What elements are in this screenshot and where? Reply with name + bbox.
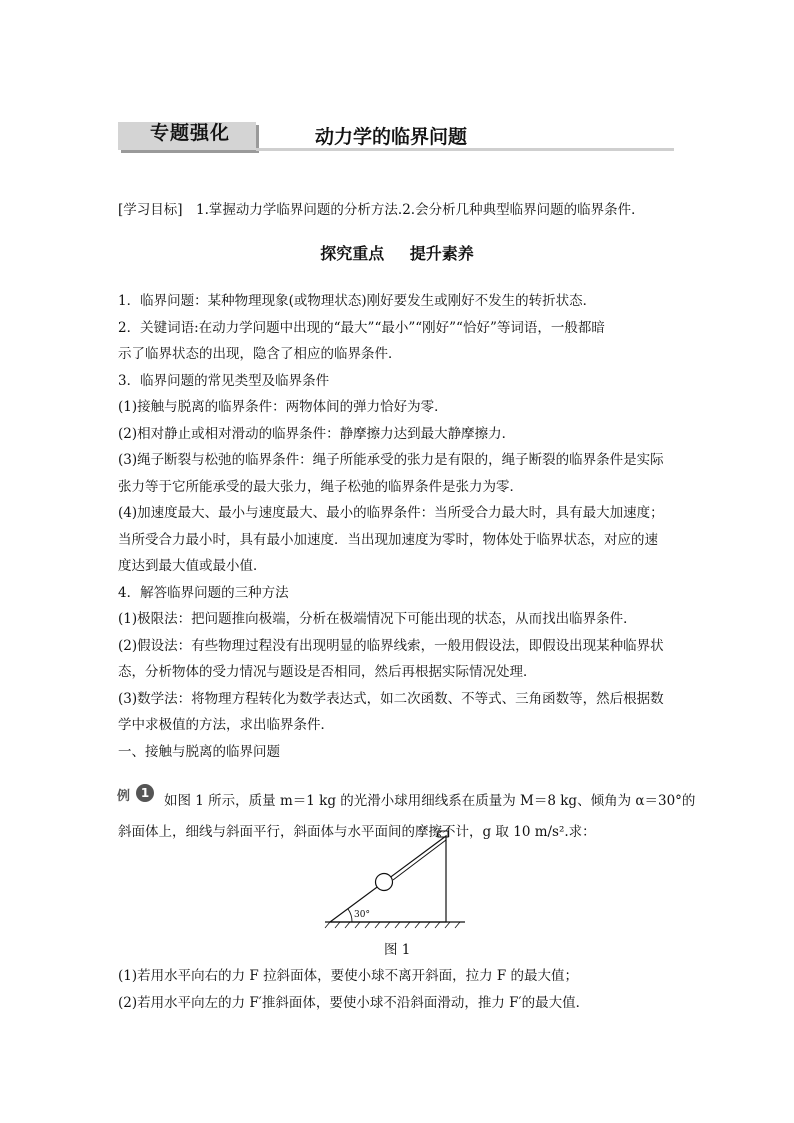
text-line: 张力等于它所能承受的最大张力，绳子松弛的临界条件是张力为零． (118, 478, 523, 495)
text-line: 度达到最大值或最小值． (118, 558, 267, 574)
text-line: 学中求极值的方法，求出临界条件． (118, 717, 334, 733)
page-title: 动力学的临界问题 (315, 126, 468, 148)
section-title-part2: 提升素养 (409, 244, 474, 263)
text-line: 1．临界问题：某种物理现象(或物理状态)刚好要发生或刚好不发生的转折状态． (118, 293, 597, 309)
text-line: (4)加速度最大、最小与速度最大、最小的临界条件：当所受合力最大时，具有最大加速度； (118, 505, 664, 521)
text-line: 当所受合力最小时，具有最小加速度．当出现加速度为零时，物体处于临界状态，对应的速 (118, 531, 658, 548)
text-line: 一、接触与脱离的临界问题 (118, 743, 280, 760)
text-line: (1)接触与脱离的临界条件：两物体间的弹力恰好为零． (118, 399, 448, 415)
angle-label: 30° (354, 910, 370, 920)
text-line: 4．解答临界问题的三种方法 (118, 584, 289, 601)
learning-objectives: [学习目标] 1.掌握动力学临界问题的分析方法.2.会分析几种典型临界问题的临界条件． (118, 202, 645, 218)
ball (376, 874, 393, 891)
example-number-badge: 1 (136, 784, 154, 802)
text-line: (2)相对静止或相对滑动的临界条件：静摩擦力达到最大静摩擦力． (118, 425, 516, 442)
text-line: (1)极限法：把问题推向极端，分析在极端情况下可能出现的状态，从而找出临界条件． (118, 611, 637, 627)
example-label: 例 (117, 789, 131, 804)
text-line: 示了临界状态的出现，隐含了相应的临界条件． (118, 346, 402, 362)
body-text (118, 288, 676, 765)
question-1: (1)若用水平向右的力 F 拉斜面体，要使小球不离开斜面，拉力 F 的最大值； (118, 968, 579, 984)
header-tag: 专题强化 (150, 122, 231, 144)
section-title-part1: 探究重点 (320, 244, 385, 263)
text-line: (3)绳子断裂与松弛的临界条件：绳子所能承受的张力是有限的，绳子断裂的临界条件是实际 (118, 452, 664, 468)
example-line-2: 斜面体上，细线与斜面平行，斜面体与水平面间的摩擦不计，g 取 10 m/s².求： (118, 824, 596, 840)
incline-figure (320, 818, 470, 934)
question-2: (2)若用水平向左的力 F′推斜面体，要使小球不沿斜面滑动，推力 F′的最大值． (118, 995, 590, 1011)
rope-line (393, 840, 446, 880)
text-line: 3．临界问题的常见类型及临界条件 (118, 372, 330, 389)
ground-hatch (325, 922, 460, 928)
example-line-1: 如图 1 所示，质量 m＝1 kg 的光滑小球用细线系在质量为 M＝8 kg、倾角为 α＝30°的 (164, 793, 696, 809)
header-divider (256, 148, 674, 151)
text-line: (3)数学法：将物理方程转化为数学表达式，如二次函数、不等式、三角函数等，然后根据数 (118, 690, 664, 707)
text-line: 态，分析物体的受力情况与题设是否相同，然后再根据实际情况处理． (118, 664, 537, 680)
figure-caption: 图 1 (384, 942, 411, 958)
angle-arc (348, 909, 352, 922)
text-line: (2)假设法：有些物理过程没有出现明显的临界线索，一般用假设法，即假设出现某种临界状 (118, 637, 664, 654)
text-line: 2．关键词语:在动力学问题中出现的“最大”“最小”“刚好”“恰好”等词语，一般都暗 (118, 319, 605, 336)
section-title (0, 241, 794, 264)
